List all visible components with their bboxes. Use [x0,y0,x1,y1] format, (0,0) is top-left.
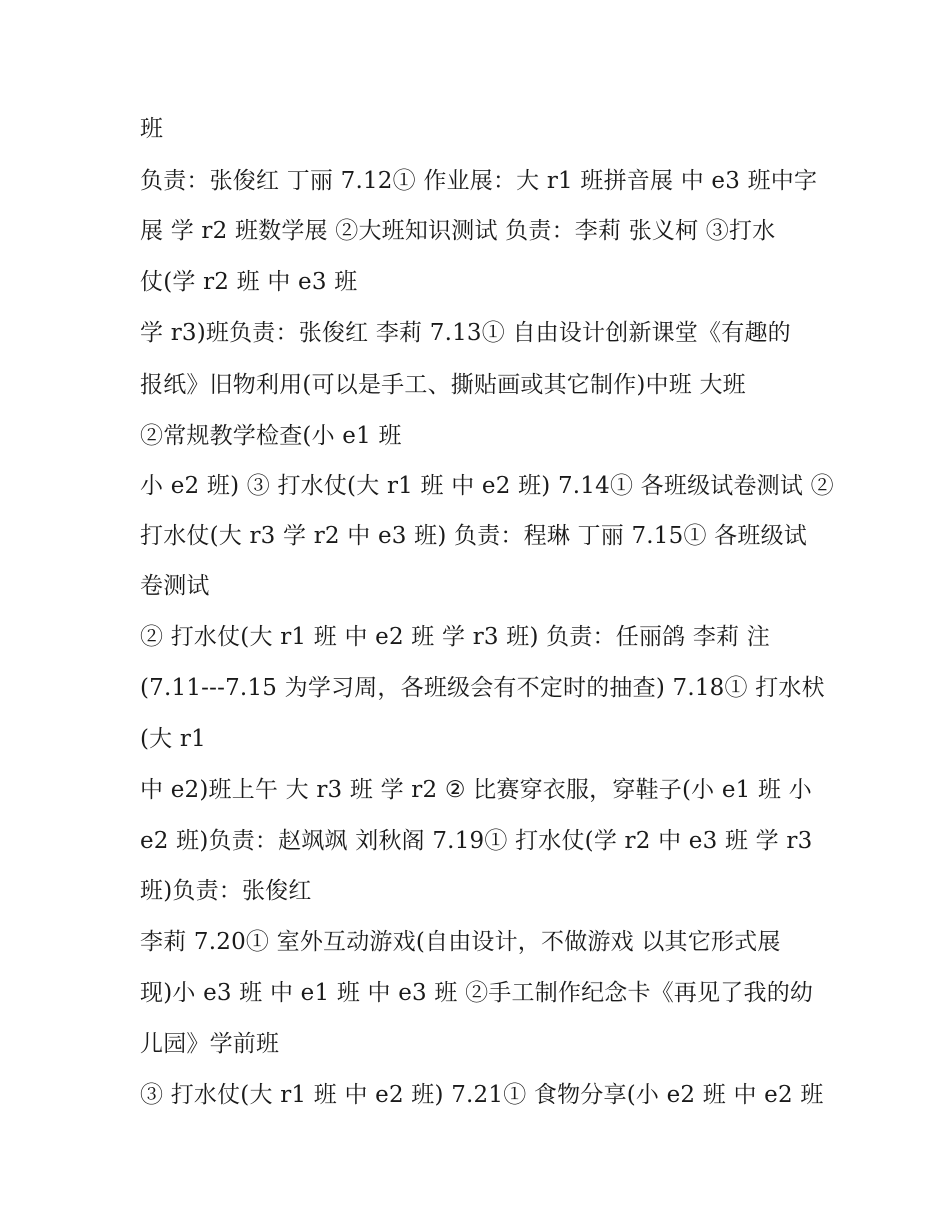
text-line-3: 展 学 r2 班数学展 ②大班知识测试 负责：李莉 张义柯 ③打水 [140,218,776,244]
text-line-15: e2 班)负责：赵飒飒 刘秋阁 7.19① 打水仗(学 r2 中 e3 班 学 r3 [140,828,813,854]
text-line-16: 班)负责：张俊红 [140,878,312,904]
text-line-7: ②常规教学检查(小 e1 班 [140,423,402,449]
text-line-13: (大 r1 [140,726,206,752]
text-line-4: 仗(学 r2 班 中 e3 班 [140,269,358,295]
text-line-12: (7.11---7.15 为学习周，各班级会有不定时的抽查) 7.18① 打水枤 [140,675,825,701]
text-line-9: 打水仗(大 r3 学 r2 中 e3 班) 负责：程琳 丁丽 7.15① 各班级试 [140,523,807,549]
text-line-5: 学 r3)班负责：张俊红 李莉 7.13① 自由设计创新课堂《有趣的 [140,320,791,346]
text-line-6: 报纸》旧物利用(可以是手工、撕贴画或其它制作)中班 大班 [140,372,746,398]
text-line-17: 李莉 7.20① 室外互动游戏(自由设计，不做游戏 以其它形式展 [140,929,781,955]
text-line-19: 儿园》学前班 [140,1031,280,1057]
text-line-1: 班 [140,116,164,142]
text-line-11: ② 打水仗(大 r1 班 中 e2 班 学 r3 班) 负责：任丽鸽 李莉 注 [140,624,770,650]
text-line-2: 负责：张俊红 丁丽 7.12① 作业展：大 r1 班拼音展 中 e3 班中字 [140,168,818,194]
text-line-20: ③ 打水仗(大 r1 班 中 e2 班) 7.21① 食物分享(小 e2 班 中 e2 班 [140,1082,824,1108]
text-line-14: 中 e2)班上午 大 r3 班 学 r2 ② 比赛穿衣服，穿鞋子(小 e1 班 小 [140,777,812,803]
text-line-10: 卷测试 [140,573,210,599]
text-line-8: 小 e2 班) ③ 打水仗(大 r1 班 中 e2 班) 7.14① 各班级试卷测试 ② [140,473,834,499]
text-line-18: 现)小 e3 班 中 e1 班 中 e3 班 ②手工制作纪念卡《再见了我的幼 [140,980,814,1006]
